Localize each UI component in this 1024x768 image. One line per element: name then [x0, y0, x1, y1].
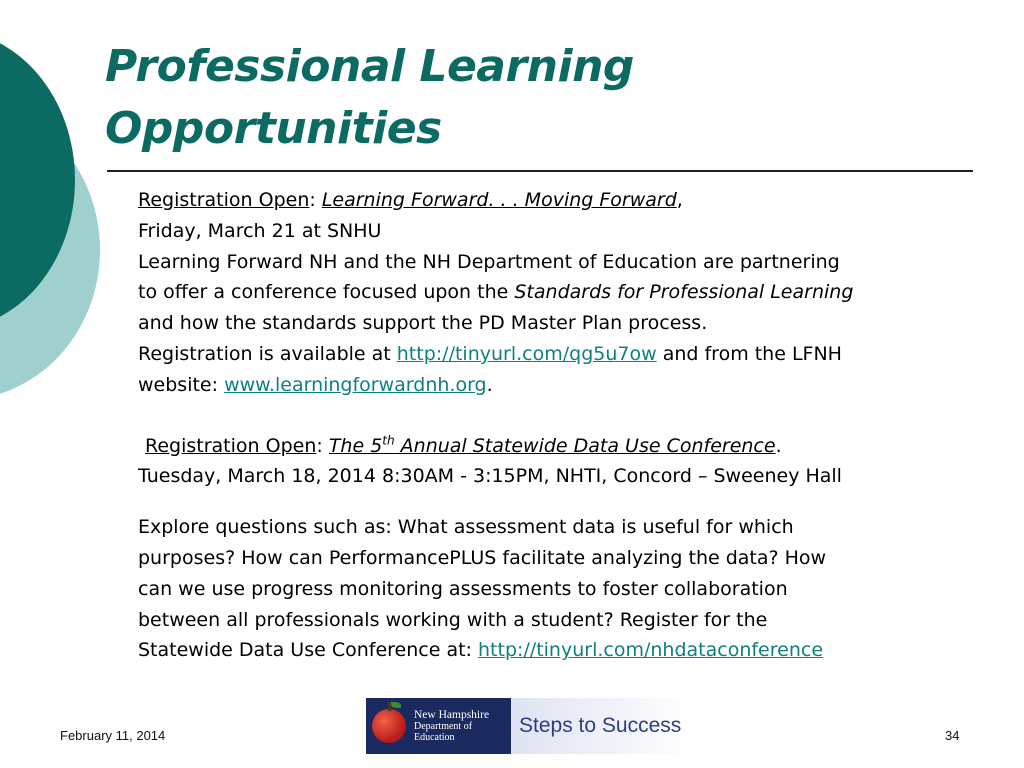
item3-text-line: Statewide Data Use Conference at: http://tinyurl.com/nhdataconference: [138, 639, 824, 662]
item3-text-line: purposes? How can PerformancePLUS facilitate analyzing the data? How: [138, 546, 827, 569]
data-conference-link[interactable]: http://tinyurl.com/nhdataconference: [478, 639, 824, 662]
logo-org-name: New Hampshire Department of Education: [414, 708, 490, 743]
lfnh-website-link[interactable]: www.learningforwardnh.org: [224, 373, 487, 396]
title-divider: [107, 170, 973, 172]
logo-left-panel: [366, 698, 511, 754]
spacer: [138, 401, 938, 431]
apple-icon: [372, 709, 406, 743]
conference-title: The 5th Annual Statewide Data Use Conference: [328, 433, 776, 457]
item1-text-line: to offer a conference focused upon the Standards for Professional Learning: [138, 281, 854, 304]
footer-date: February 11, 2014: [60, 728, 166, 743]
item1-date: Friday, March 21 at SNHU: [138, 219, 382, 242]
item1-text-line: Learning Forward NH and the NH Department of Education are partnering: [138, 250, 840, 273]
logo-right-panel: [511, 698, 692, 754]
item1-text-line: website: www.learningforwardnh.org.: [138, 373, 493, 396]
item3-text-line: between all professionals working with a student? Register for the: [138, 608, 768, 631]
registration-open-label: Registration Open: [145, 434, 317, 457]
item1-text-line: and how the standards support the PD Master Plan process.: [138, 312, 708, 335]
page-number: 34: [945, 728, 960, 743]
item2-heading: Registration Open: The 5th Annual Statewide Data Use Conference.: [145, 433, 782, 457]
event-title: Learning Forward. . . Moving Forward: [321, 189, 677, 211]
logo-tagline: Steps to Success: [519, 714, 682, 737]
item2-date: Tuesday, March 18, 2014 8:30AM - 3:15PM, NHTI, Concord – Sweeney Hall: [138, 465, 842, 488]
item1-heading: Registration Open: Learning Forward. . . Moving Forward,: [138, 189, 683, 211]
nh-doe-logo: [366, 698, 692, 754]
standards-title: Standards for Professional Learning: [514, 281, 854, 304]
item3-text-line: can we use progress monitoring assessments to foster collaboration: [138, 577, 788, 600]
item3-text-line: Explore questions such as: What assessment data is useful for which: [138, 516, 794, 539]
item1-text-line: Registration is available at http://tinyurl.com/qg5u7ow and from the LFNH: [138, 342, 842, 365]
title-line-1: Professional Learning: [105, 41, 634, 92]
title-line-2: Opportunities: [105, 103, 442, 154]
slide-body: [138, 185, 938, 666]
slide-title: [105, 36, 634, 160]
spacer: [138, 492, 938, 512]
tinyurl-registration-link[interactable]: http://tinyurl.com/qg5u7ow: [396, 342, 657, 365]
registration-open-label: Registration Open: [138, 189, 310, 211]
